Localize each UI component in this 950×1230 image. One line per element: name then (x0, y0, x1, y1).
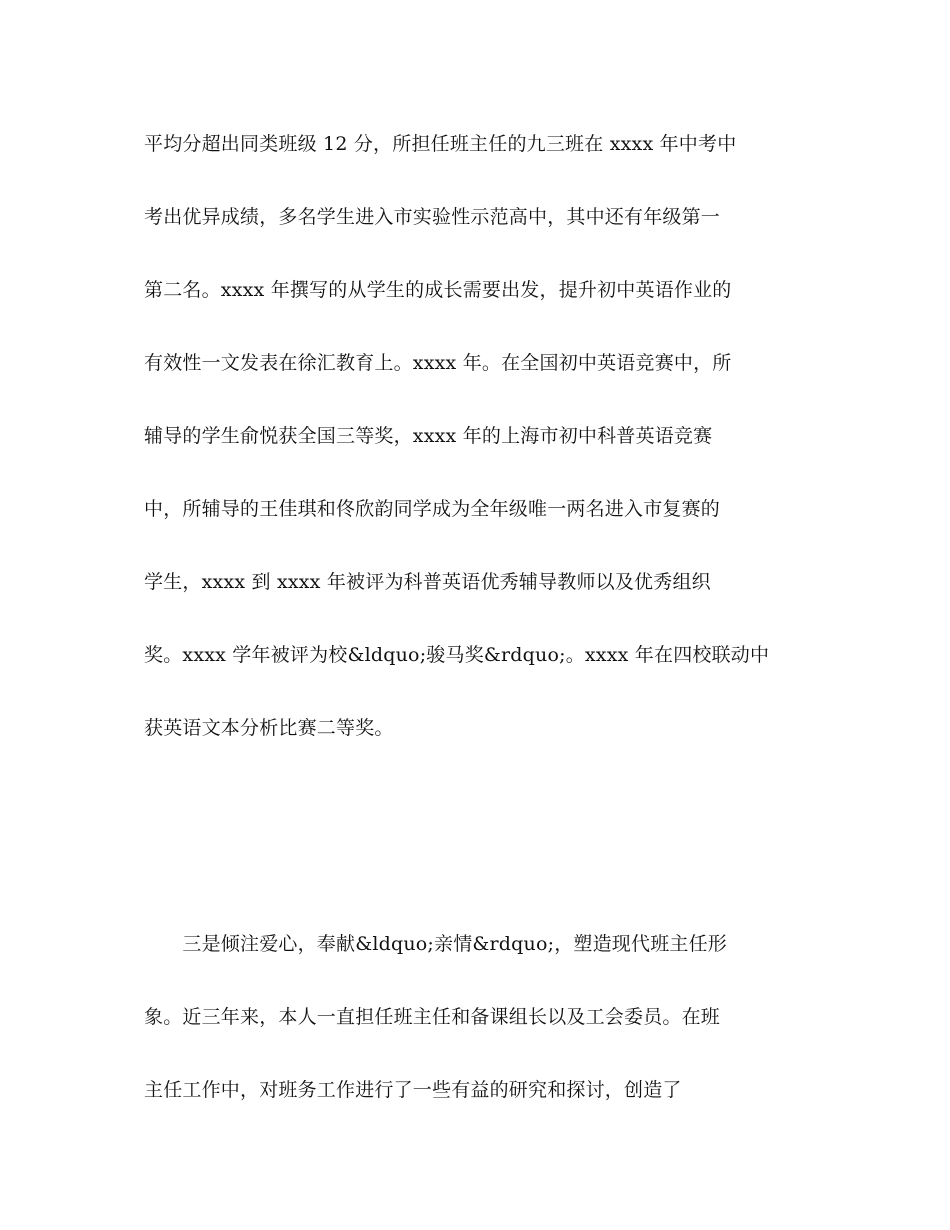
text-line: 获英语文本分析比赛二等奖。 (144, 717, 394, 739)
text-line: 中，所辅导的王佳琪和佟欣韵同学成为全年级唯一两名进入市复赛的 (144, 498, 721, 520)
paragraph-achievements (144, 134, 824, 791)
paragraph-third-point (144, 934, 824, 1153)
text-line: 主任工作中，对班务工作进行了一些有益的研究和探讨，创造了 (144, 1079, 682, 1101)
text-line: 第二名。xxxx 年撰写的从学生的成长需要出发，提升初中英语作业的 (144, 279, 732, 301)
text-line: 平均分超出同类班级 12 分，所担任班主任的九三班在 xxxx 年中考中 (144, 133, 737, 155)
text-line: 三是倾注爱心，奉献&ldquo;亲情&rdquo;，塑造现代班主任形 (144, 933, 727, 955)
text-line: 奖。xxxx 学年被评为校&ldquo;骏马奖&rdquo;。xxxx 年在四校联动中 (144, 644, 770, 666)
text-line: 辅导的学生俞悦获全国三等奖，xxxx 年的上海市初中科普英语竞赛 (144, 425, 713, 447)
text-line: 有效性一文发表在徐汇教育上。xxxx 年。在全国初中英语竞赛中，所 (144, 352, 732, 374)
text-line: 学生，xxxx 到 xxxx 年被评为科普英语优秀辅导教师以及优秀组织 (144, 571, 711, 593)
text-line: 象。近三年来，本人一直担任班主任和备课组长以及工会委员。在班 (144, 1006, 721, 1028)
text-line: 考出优异成绩，多名学生进入市实验性示范高中，其中还有年级第一 (144, 206, 721, 228)
